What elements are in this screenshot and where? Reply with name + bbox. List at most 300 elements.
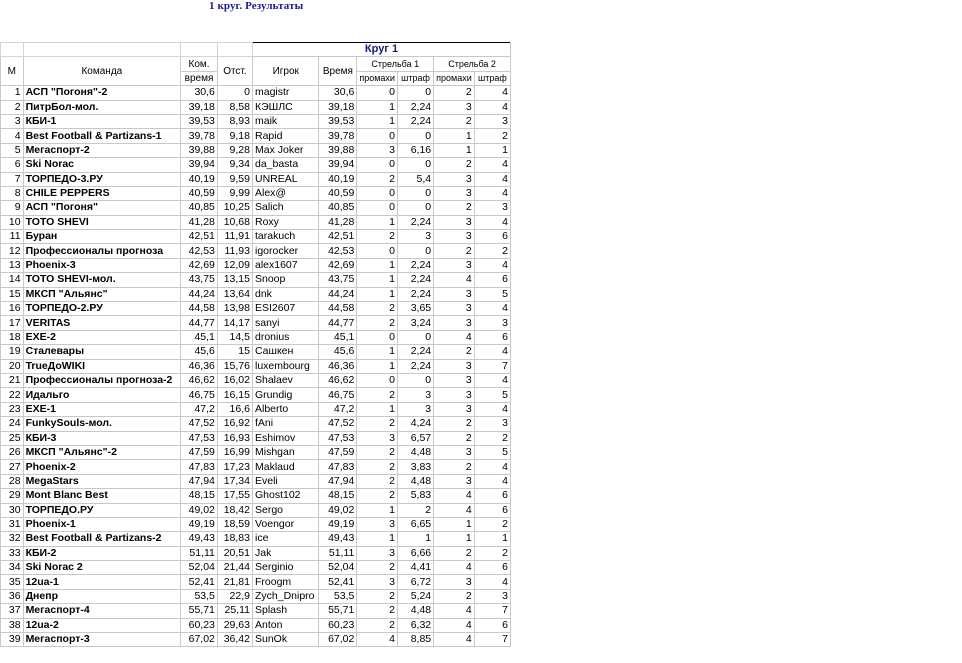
shooting1-misses-cell: 2 [357, 618, 398, 632]
shooting1-misses-cell: 1 [357, 503, 398, 517]
shooting1-misses-cell: 2 [357, 445, 398, 459]
team-time-cell: 49,19 [181, 517, 218, 531]
shooting1-penalty-cell: 2,24 [397, 258, 433, 272]
shooting1-misses-cell: 1 [357, 273, 398, 287]
team-cell: КБИ-2 [23, 546, 181, 560]
team-time-cell: 43,75 [181, 273, 218, 287]
shooting2-penalty-cell: 1 [474, 143, 510, 157]
shooting1-penalty-cell: 0 [397, 86, 433, 100]
gap-cell: 16,6 [217, 402, 252, 416]
shooting2-penalty-cell: 6 [474, 618, 510, 632]
shooting2-misses-cell: 2 [434, 460, 475, 474]
team-time-cell: 39,94 [181, 158, 218, 172]
table-row [1, 258, 511, 272]
place-cell: 35 [1, 575, 24, 589]
gap-cell: 9,28 [217, 143, 252, 157]
time-cell: 51,11 [319, 546, 357, 560]
player-cell: SunOk [252, 633, 319, 647]
shooting2-misses-cell: 3 [434, 445, 475, 459]
shooting1-penalty-cell: 3,24 [397, 316, 433, 330]
shooting1-penalty-cell: 2,24 [397, 345, 433, 359]
gap-cell: 16,93 [217, 431, 252, 445]
shooting2-misses-cell: 3 [434, 302, 475, 316]
table-row [1, 633, 511, 647]
shooting1-penalty-cell: 0 [397, 158, 433, 172]
table-row [1, 316, 511, 330]
team-cell: Буран [23, 230, 181, 244]
team-cell: ТОРПЕДО.РУ [23, 503, 181, 517]
team-time-cell: 52,04 [181, 561, 218, 575]
table-row [1, 503, 511, 517]
shooting1-misses-cell: 2 [357, 316, 398, 330]
gap-cell: 13,98 [217, 302, 252, 316]
gap-cell: 9,18 [217, 129, 252, 143]
shooting1-misses-cell: 1 [357, 359, 398, 373]
shooting1-misses-cell: 1 [357, 287, 398, 301]
shooting1-misses-cell: 1 [357, 114, 398, 128]
time-cell: 53,5 [319, 589, 357, 603]
shooting1-misses-cell: 1 [357, 100, 398, 114]
time-cell: 45,1 [319, 330, 357, 344]
shooting1-misses-cell: 1 [357, 215, 398, 229]
team-cell: Идальго [23, 388, 181, 402]
place-cell: 21 [1, 373, 24, 387]
place-cell: 34 [1, 561, 24, 575]
shooting2-penalty-cell: 3 [474, 316, 510, 330]
shooting1-penalty-cell: 2,24 [397, 273, 433, 287]
team-time-cell: 39,53 [181, 114, 218, 128]
shooting1-misses-cell: 2 [357, 489, 398, 503]
time-cell: 67,02 [319, 633, 357, 647]
shooting2-penalty-cell: 4 [474, 575, 510, 589]
header-row-round [1, 43, 511, 57]
gap-cell: 16,02 [217, 373, 252, 387]
table-row [1, 100, 511, 114]
place-cell: 27 [1, 460, 24, 474]
shooting1-misses-cell: 3 [357, 431, 398, 445]
place-cell: 39 [1, 633, 24, 647]
gap-cell: 13,15 [217, 273, 252, 287]
shooting1-misses-cell: 0 [357, 129, 398, 143]
table-row [1, 460, 511, 474]
team-cell: EXE-1 [23, 402, 181, 416]
time-cell: 42,53 [319, 244, 357, 258]
place-cell: 32 [1, 532, 24, 546]
table-row [1, 201, 511, 215]
shooting2-penalty-cell: 2 [474, 244, 510, 258]
results-sheet [0, 42, 511, 663]
time-cell: 30,6 [319, 86, 357, 100]
shooting2-penalty-cell: 3 [474, 201, 510, 215]
player-cell: Zych_Dnipro [252, 589, 319, 603]
team-cell: Профессионалы прогноза [23, 244, 181, 258]
shooting2-misses-cell: 2 [434, 589, 475, 603]
col-shooting2-header: Стрельба 2 [434, 57, 511, 71]
shooting2-penalty-cell: 2 [474, 546, 510, 560]
team-time-cell: 67,02 [181, 633, 218, 647]
shooting2-penalty-cell: 4 [474, 345, 510, 359]
place-cell: 8 [1, 186, 24, 200]
col-penalty2-header: штраф [474, 71, 510, 85]
team-cell: Best Football & Partizans-1 [23, 129, 181, 143]
team-cell: VERITAS [23, 316, 181, 330]
shooting2-penalty-cell: 4 [474, 402, 510, 416]
time-cell: 49,02 [319, 503, 357, 517]
shooting2-misses-cell: 2 [434, 158, 475, 172]
shooting1-penalty-cell: 6,65 [397, 517, 433, 531]
time-cell: 44,24 [319, 287, 357, 301]
results-table [0, 42, 511, 647]
shooting1-penalty-cell: 4,48 [397, 604, 433, 618]
time-cell: 39,53 [319, 114, 357, 128]
time-cell: 40,59 [319, 186, 357, 200]
time-cell: 47,59 [319, 445, 357, 459]
shooting2-penalty-cell: 7 [474, 604, 510, 618]
shooting1-penalty-cell: 4,24 [397, 417, 433, 431]
gap-cell: 10,25 [217, 201, 252, 215]
shooting1-misses-cell: 0 [357, 244, 398, 258]
place-cell: 17 [1, 316, 24, 330]
place-cell: 28 [1, 474, 24, 488]
shooting2-misses-cell: 2 [434, 86, 475, 100]
player-cell: tarakuch [252, 230, 319, 244]
team-time-cell: 42,69 [181, 258, 218, 272]
shooting1-misses-cell: 2 [357, 589, 398, 603]
table-row [1, 172, 511, 186]
player-cell: Anton [252, 618, 319, 632]
shooting2-penalty-cell: 4 [474, 172, 510, 186]
place-cell: 22 [1, 388, 24, 402]
shooting1-penalty-cell: 2,24 [397, 287, 433, 301]
shooting2-misses-cell: 4 [434, 330, 475, 344]
team-time-cell: 52,41 [181, 575, 218, 589]
team-time-cell: 44,58 [181, 302, 218, 316]
shooting1-penalty-cell: 4,48 [397, 445, 433, 459]
table-row [1, 143, 511, 157]
team-time-cell: 42,53 [181, 244, 218, 258]
shooting2-misses-cell: 4 [434, 503, 475, 517]
time-cell: 49,43 [319, 532, 357, 546]
time-cell: 41,28 [319, 215, 357, 229]
shooting2-misses-cell: 3 [434, 373, 475, 387]
shooting2-penalty-cell: 4 [474, 474, 510, 488]
place-cell: 13 [1, 258, 24, 272]
place-cell: 38 [1, 618, 24, 632]
shooting2-penalty-cell: 4 [474, 302, 510, 316]
col-misses2-header: промахи [434, 71, 475, 85]
team-time-cell: 46,62 [181, 373, 218, 387]
shooting2-penalty-cell: 6 [474, 561, 510, 575]
table-row [1, 215, 511, 229]
shooting1-penalty-cell: 2,24 [397, 114, 433, 128]
team-cell: Phoenix-1 [23, 517, 181, 531]
table-row [1, 445, 511, 459]
gap-cell: 17,55 [217, 489, 252, 503]
player-cell: alex1607 [252, 258, 319, 272]
shooting2-penalty-cell: 3 [474, 114, 510, 128]
shooting1-penalty-cell: 5,4 [397, 172, 433, 186]
time-cell: 47,52 [319, 417, 357, 431]
shooting2-penalty-cell: 7 [474, 359, 510, 373]
player-cell: dnk [252, 287, 319, 301]
team-cell: Best Football & Partizans-2 [23, 532, 181, 546]
place-cell: 36 [1, 589, 24, 603]
shooting1-penalty-cell: 2,24 [397, 100, 433, 114]
team-time-cell: 39,78 [181, 129, 218, 143]
place-cell: 23 [1, 402, 24, 416]
shooting2-misses-cell: 3 [434, 402, 475, 416]
player-cell: Salich [252, 201, 319, 215]
team-cell: МКСП "Альянс" [23, 287, 181, 301]
shooting1-penalty-cell: 6,66 [397, 546, 433, 560]
time-cell: 39,88 [319, 143, 357, 157]
table-row [1, 417, 511, 431]
shooting1-penalty-cell: 5,83 [397, 489, 433, 503]
document-title: 1 круг. Результаты [209, 0, 304, 12]
col-team-time-header-1: Ком. [181, 57, 218, 71]
time-cell: 55,71 [319, 604, 357, 618]
team-cell: КБИ-3 [23, 431, 181, 445]
col-gap-header: Отст. [217, 57, 252, 86]
team-cell: Днепр [23, 589, 181, 603]
place-cell: 6 [1, 158, 24, 172]
place-cell: 25 [1, 431, 24, 445]
gap-cell: 18,59 [217, 517, 252, 531]
team-cell: TOTO SHEVI-мол. [23, 273, 181, 287]
place-cell: 1 [1, 86, 24, 100]
shooting2-misses-cell: 2 [434, 546, 475, 560]
time-cell: 40,85 [319, 201, 357, 215]
shooting1-penalty-cell: 3 [397, 388, 433, 402]
shooting2-penalty-cell: 6 [474, 273, 510, 287]
table-row [1, 114, 511, 128]
shooting2-penalty-cell: 5 [474, 287, 510, 301]
place-cell: 4 [1, 129, 24, 143]
gap-cell: 29,63 [217, 618, 252, 632]
table-row [1, 359, 511, 373]
player-cell: Grundig [252, 388, 319, 402]
time-cell: 39,94 [319, 158, 357, 172]
time-cell: 52,41 [319, 575, 357, 589]
shooting1-misses-cell: 3 [357, 517, 398, 531]
team-time-cell: 49,43 [181, 532, 218, 546]
table-row [1, 561, 511, 575]
table-row [1, 345, 511, 359]
player-cell: magistr [252, 86, 319, 100]
player-cell: Eshimov [252, 431, 319, 445]
place-cell: 7 [1, 172, 24, 186]
shooting2-misses-cell: 3 [434, 287, 475, 301]
shooting2-penalty-cell: 6 [474, 489, 510, 503]
table-row [1, 244, 511, 258]
team-cell: CHILE PEPPERS [23, 186, 181, 200]
team-time-cell: 46,75 [181, 388, 218, 402]
place-cell: 3 [1, 114, 24, 128]
shooting1-misses-cell: 2 [357, 604, 398, 618]
shooting1-penalty-cell: 6,72 [397, 575, 433, 589]
shooting1-misses-cell: 2 [357, 417, 398, 431]
shooting1-penalty-cell: 0 [397, 186, 433, 200]
place-cell: 29 [1, 489, 24, 503]
shooting2-penalty-cell: 2 [474, 517, 510, 531]
gap-cell: 9,99 [217, 186, 252, 200]
time-cell: 46,36 [319, 359, 357, 373]
table-row [1, 532, 511, 546]
team-time-cell: 47,59 [181, 445, 218, 459]
shooting1-misses-cell: 2 [357, 474, 398, 488]
shooting1-penalty-cell: 3,65 [397, 302, 433, 316]
player-cell: dronius [252, 330, 319, 344]
player-cell: Maklaud [252, 460, 319, 474]
shooting2-penalty-cell: 4 [474, 215, 510, 229]
gap-cell: 18,83 [217, 532, 252, 546]
shooting1-penalty-cell: 0 [397, 244, 433, 258]
team-cell: Мегаспорт-4 [23, 604, 181, 618]
table-row [1, 330, 511, 344]
place-cell: 37 [1, 604, 24, 618]
shooting1-penalty-cell: 4,41 [397, 561, 433, 575]
shooting2-misses-cell: 2 [434, 201, 475, 215]
shooting2-penalty-cell: 4 [474, 460, 510, 474]
gap-cell: 17,23 [217, 460, 252, 474]
player-cell: Roxy [252, 215, 319, 229]
table-row [1, 158, 511, 172]
shooting2-misses-cell: 2 [434, 244, 475, 258]
shooting1-misses-cell: 2 [357, 302, 398, 316]
player-cell: Froogm [252, 575, 319, 589]
time-cell: 46,75 [319, 388, 357, 402]
table-row [1, 86, 511, 100]
time-cell: 47,83 [319, 460, 357, 474]
team-time-cell: 44,77 [181, 316, 218, 330]
team-cell: TOTO SHEVI [23, 215, 181, 229]
team-time-cell: 47,52 [181, 417, 218, 431]
player-cell: Snoop [252, 273, 319, 287]
time-cell: 39,78 [319, 129, 357, 143]
shooting2-penalty-cell: 6 [474, 503, 510, 517]
shooting1-misses-cell: 0 [357, 330, 398, 344]
place-cell: 30 [1, 503, 24, 517]
shooting1-misses-cell: 1 [357, 532, 398, 546]
table-row [1, 431, 511, 445]
shooting1-penalty-cell: 1 [397, 532, 433, 546]
team-time-cell: 45,1 [181, 330, 218, 344]
gap-cell: 11,91 [217, 230, 252, 244]
player-cell: Rapid [252, 129, 319, 143]
time-cell: 47,53 [319, 431, 357, 445]
shooting1-penalty-cell: 2,24 [397, 215, 433, 229]
gap-cell: 8,58 [217, 100, 252, 114]
table-row [1, 575, 511, 589]
team-cell: ТОРПЕДО-2.РУ [23, 302, 181, 316]
place-cell: 19 [1, 345, 24, 359]
place-cell: 18 [1, 330, 24, 344]
player-cell: ice [252, 532, 319, 546]
team-cell: АСП "Погоня"-2 [23, 86, 181, 100]
time-cell: 60,23 [319, 618, 357, 632]
col-player-header: Игрок [252, 57, 319, 86]
place-cell: 11 [1, 230, 24, 244]
table-row [1, 230, 511, 244]
col-team-header: Команда [23, 57, 181, 86]
place-cell: 15 [1, 287, 24, 301]
header-row-1 [1, 57, 511, 71]
shooting2-misses-cell: 3 [434, 575, 475, 589]
player-cell: sanyi [252, 316, 319, 330]
player-cell: Max Joker [252, 143, 319, 157]
team-cell: EXE-2 [23, 330, 181, 344]
shooting2-penalty-cell: 4 [474, 186, 510, 200]
team-time-cell: 51,11 [181, 546, 218, 560]
shooting2-misses-cell: 4 [434, 633, 475, 647]
shooting2-penalty-cell: 5 [474, 445, 510, 459]
team-time-cell: 42,51 [181, 230, 218, 244]
team-cell: 12ua-2 [23, 618, 181, 632]
shooting1-misses-cell: 4 [357, 633, 398, 647]
player-cell: luxembourg [252, 359, 319, 373]
time-cell: 44,77 [319, 316, 357, 330]
gap-cell: 16,15 [217, 388, 252, 402]
shooting1-misses-cell: 0 [357, 186, 398, 200]
col-penalty1-header: штраф [397, 71, 433, 85]
shooting1-penalty-cell: 6,32 [397, 618, 433, 632]
team-time-cell: 46,36 [181, 359, 218, 373]
team-cell: МКСП "Альянс"-2 [23, 445, 181, 459]
gap-cell: 22,9 [217, 589, 252, 603]
shooting2-penalty-cell: 3 [474, 589, 510, 603]
shooting2-misses-cell: 4 [434, 273, 475, 287]
team-time-cell: 44,24 [181, 287, 218, 301]
shooting2-penalty-cell: 4 [474, 100, 510, 114]
time-cell: 39,18 [319, 100, 357, 114]
shooting1-penalty-cell: 0 [397, 129, 433, 143]
shooting2-penalty-cell: 7 [474, 633, 510, 647]
team-cell: MegaStars [23, 474, 181, 488]
shooting1-misses-cell: 2 [357, 172, 398, 186]
time-cell: 43,75 [319, 273, 357, 287]
shooting2-misses-cell: 3 [434, 359, 475, 373]
shooting2-penalty-cell: 2 [474, 431, 510, 445]
team-time-cell: 47,2 [181, 402, 218, 416]
table-row [1, 287, 511, 301]
table-row [1, 388, 511, 402]
team-time-cell: 39,18 [181, 100, 218, 114]
shooting1-misses-cell: 1 [357, 345, 398, 359]
shooting2-penalty-cell: 4 [474, 373, 510, 387]
shooting2-misses-cell: 1 [434, 517, 475, 531]
shooting2-penalty-cell: 4 [474, 158, 510, 172]
shooting1-penalty-cell: 6,16 [397, 143, 433, 157]
shooting1-penalty-cell: 3 [397, 230, 433, 244]
player-cell: Shalaev [252, 373, 319, 387]
team-cell: Ski Norac [23, 158, 181, 172]
shooting1-penalty-cell: 3 [397, 402, 433, 416]
shooting2-penalty-cell: 2 [474, 129, 510, 143]
shooting2-penalty-cell: 5 [474, 388, 510, 402]
time-cell: 48,15 [319, 489, 357, 503]
time-cell: 49,19 [319, 517, 357, 531]
shooting2-misses-cell: 3 [434, 230, 475, 244]
player-cell: Eveli [252, 474, 319, 488]
shooting2-penalty-cell: 3 [474, 417, 510, 431]
team-time-cell: 53,5 [181, 589, 218, 603]
time-cell: 47,94 [319, 474, 357, 488]
team-cell: Сталевары [23, 345, 181, 359]
shooting1-penalty-cell: 2 [397, 503, 433, 517]
player-cell: Ghost102 [252, 489, 319, 503]
table-row [1, 273, 511, 287]
shooting2-penalty-cell: 1 [474, 532, 510, 546]
